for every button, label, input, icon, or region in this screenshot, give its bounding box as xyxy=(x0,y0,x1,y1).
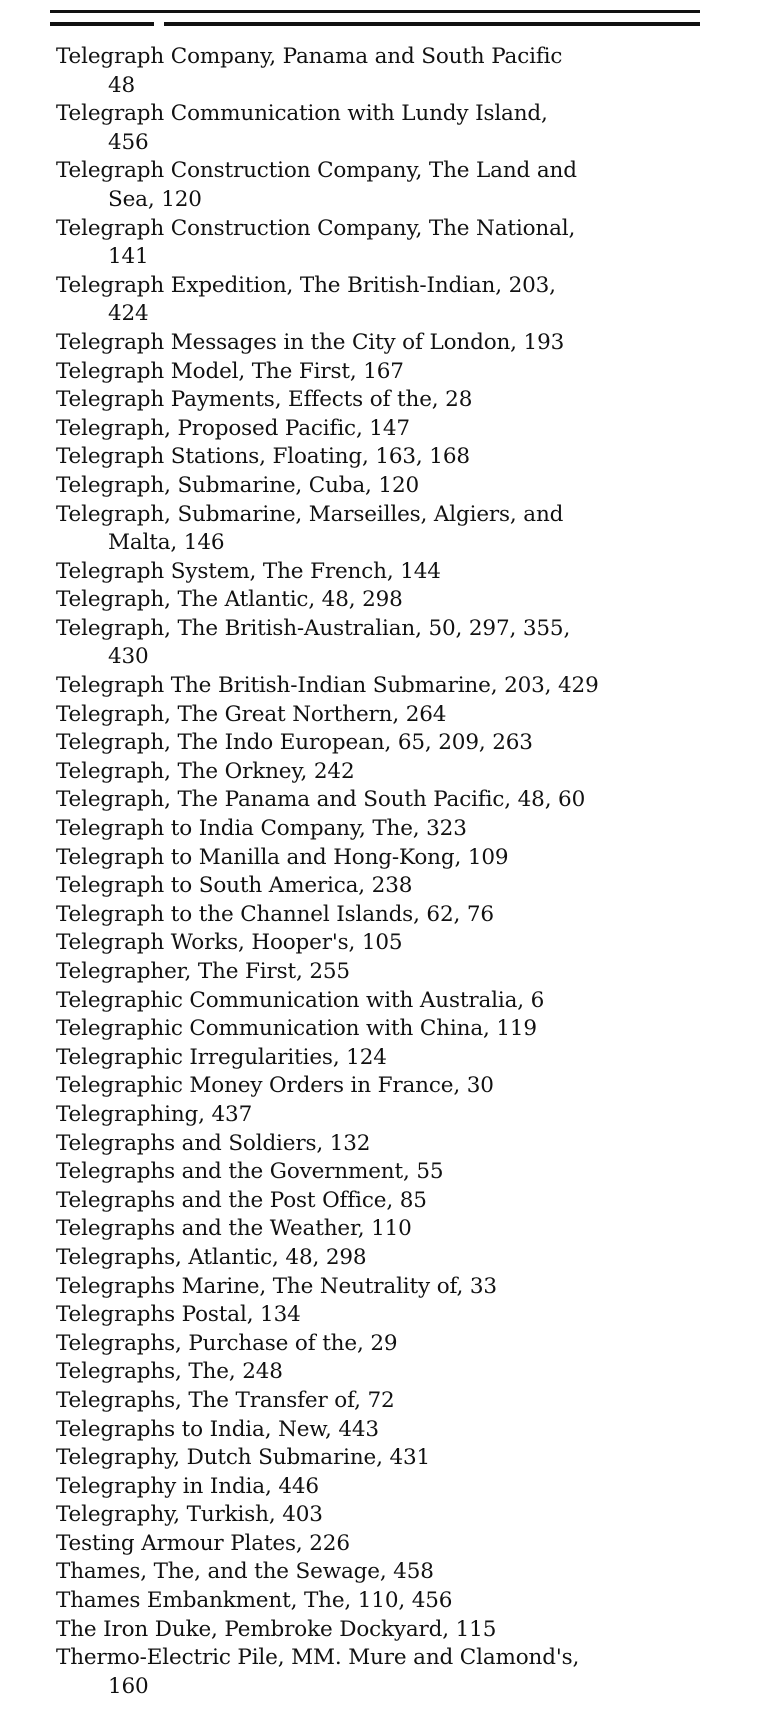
index-entry-text: Telegraph Model, The First, 167 xyxy=(56,358,404,384)
index-entry-text: Telegraph, The Indo European, 65, 209, 263 xyxy=(56,730,533,756)
index-entry-text: Telegraph to Manilla and Hong-Kong, 109 xyxy=(56,844,509,870)
index-entry xyxy=(56,1130,731,1159)
index-entry xyxy=(56,872,731,901)
index-entry xyxy=(56,358,731,387)
index-entry-text: Telegraphs and Soldiers, 132 xyxy=(56,1130,371,1156)
index-entry-text: Testing Armour Plates, 226 xyxy=(56,1530,350,1556)
index-entry-text: Telegraph, Submarine, Cuba, 120 xyxy=(56,472,420,498)
index-entry xyxy=(56,272,731,329)
index-entry-text: Telegraph Stations, Floating, 163, 168 xyxy=(56,444,470,470)
header-rule-left xyxy=(50,22,154,26)
index-entry xyxy=(56,1501,731,1530)
index-entry xyxy=(56,443,731,472)
index-entry-text: Telegraphic Communication with China, 119 xyxy=(56,1016,537,1042)
index-entry xyxy=(56,157,731,214)
index-entry-text: Telegraph Payments, Effects of the, 28 xyxy=(56,387,473,413)
index-entry-text: Telegraph The British-Indian Submarine, 203, 429 xyxy=(56,673,599,699)
index-entry xyxy=(56,615,731,672)
index-entry xyxy=(56,844,731,873)
index-entry xyxy=(56,1444,731,1473)
index-entry xyxy=(56,1530,731,1559)
index-entry-text: The Iron Duke, Pembroke Dockyard, 115 xyxy=(56,1616,497,1642)
index-entry-text: Telegraphs Marine, The Neutrality of, 33 xyxy=(56,1273,497,1299)
index-entry-text: Telegraphy, Turkish, 403 xyxy=(56,1502,323,1528)
index-entry xyxy=(56,758,731,787)
index-entry xyxy=(56,901,731,930)
index-entry-text: Telegraphs, Atlantic, 48, 298 xyxy=(56,1244,367,1270)
index-entry-text: Telegraphy, Dutch Submarine, 431 xyxy=(56,1445,431,1471)
index-entry-continuation: 160 xyxy=(108,1673,149,1699)
index-entry xyxy=(56,1015,731,1044)
index-entry-text: Thames, The, and the Sewage, 458 xyxy=(56,1559,434,1585)
index-entry-text: Telegraph Messages in the City of London, 193 xyxy=(56,329,565,355)
index-entry xyxy=(56,100,731,157)
index-entry-text: Telegraphs Postal, 134 xyxy=(56,1302,301,1328)
index-entry xyxy=(56,958,731,987)
index-entry-text: Telegraph, The Panama and South Pacific, 48, 60 xyxy=(56,787,586,813)
index-entry xyxy=(56,386,731,415)
index-entry-text: Telegrapher, The First, 255 xyxy=(56,959,350,984)
index-entry xyxy=(56,1387,731,1416)
index-entry xyxy=(56,1215,731,1244)
index-entry-text: Telegraph Company, Panama and South Pacific xyxy=(56,44,563,69)
index-entry xyxy=(56,786,731,815)
index-entry xyxy=(56,929,731,958)
index-entry-text: Telegraph, Submarine, Marseilles, Algiers, and xyxy=(56,501,564,527)
index-entry xyxy=(56,472,731,501)
index-entry-text: Telegraphs to India, New, 443 xyxy=(56,1416,379,1442)
index-entry xyxy=(56,415,731,444)
index-entry-continuation: 430 xyxy=(108,644,149,670)
index-entry-text: Telegraph Construction Company, The Land and xyxy=(56,158,577,184)
index-entry-text: Telegraphic Communication with Australia, 6 xyxy=(56,987,545,1013)
index-entry xyxy=(56,1301,731,1330)
index-entry-continuation: 424 xyxy=(108,301,149,327)
index-entry-continuation: 48 xyxy=(108,72,136,98)
index-entry xyxy=(56,672,731,701)
index-entry-list xyxy=(56,43,731,1701)
index-entry xyxy=(56,815,731,844)
index-entry-text: Telegraphic Money Orders in France, 30 xyxy=(56,1073,494,1099)
index-entry xyxy=(56,1187,731,1216)
index-entry xyxy=(56,215,731,272)
index-entry xyxy=(56,329,731,358)
index-entry xyxy=(56,1358,731,1387)
index-entry-text: Thermo-Electric Pile, MM. Mure and Clamond's, xyxy=(56,1645,580,1671)
index-entry-text: Telegraphs, Purchase of the, 29 xyxy=(56,1330,398,1356)
index-entry-text: Telegraphing, 437 xyxy=(56,1101,253,1127)
header-rule-right xyxy=(164,22,700,26)
index-entry-text: Telegraph to India Company, The, 323 xyxy=(56,816,467,842)
index-entry xyxy=(56,1558,731,1587)
index-entry-continuation: 141 xyxy=(108,244,149,270)
index-entry-text: Telegraphs, The, 248 xyxy=(56,1359,283,1385)
index-entry-text: Telegraph Works, Hooper's, 105 xyxy=(56,930,403,956)
index-entry-text: Telegraph, The Orkney, 242 xyxy=(56,758,355,784)
index-entry xyxy=(56,1644,731,1701)
index-entry xyxy=(56,1101,731,1130)
index-entry xyxy=(56,1072,731,1101)
index-entry-text: Telegraphs and the Government, 55 xyxy=(56,1159,444,1185)
index-entry xyxy=(56,1244,731,1273)
index-entry xyxy=(56,1044,731,1073)
index-entry xyxy=(56,1330,731,1359)
index-entry-text: Telegraph Communication with Lundy Island, xyxy=(56,101,548,127)
index-entry xyxy=(56,1273,731,1302)
index-entry-continuation: Sea, 120 xyxy=(108,186,202,212)
index-entry xyxy=(56,1616,731,1645)
index-entry xyxy=(56,701,731,730)
index-entry xyxy=(56,729,731,758)
index-entry xyxy=(56,1473,731,1502)
index-entry-text: Telegraphic Irregularities, 124 xyxy=(56,1044,387,1070)
index-entry-continuation: Malta, 146 xyxy=(108,530,225,556)
index-entry xyxy=(56,987,731,1016)
index-entry-text: Telegraph to South America, 238 xyxy=(56,873,413,899)
index-entry-text: Telegraphs, The Transfer of, 72 xyxy=(56,1387,395,1413)
index-entry xyxy=(56,586,731,615)
index-entry xyxy=(56,501,731,558)
index-entry xyxy=(56,43,731,100)
index-entry-text: Telegraph, The British-Australian, 50, 297, 355, xyxy=(56,615,571,641)
index-entry-text: Telegraph System, The French, 144 xyxy=(56,558,441,584)
index-entry xyxy=(56,1416,731,1445)
index-entry-text: Telegraphs and the Post Office, 85 xyxy=(56,1187,427,1213)
index-entry-text: Thames Embankment, The, 110, 456 xyxy=(56,1588,453,1614)
index-entry-text: Telegraph to the Channel Islands, 62, 76 xyxy=(56,901,494,927)
index-entry xyxy=(56,558,731,587)
index-entry-text: Telegraph, The Atlantic, 48, 298 xyxy=(56,587,403,613)
index-entry-text: Telegraphs and the Weather, 110 xyxy=(56,1216,412,1242)
index-entry-text: Telegraph Expedition, The British-Indian, 203, xyxy=(56,272,556,298)
header-rule-top xyxy=(50,10,700,13)
index-entry-text: Telegraph, Proposed Pacific, 147 xyxy=(56,415,410,441)
index-entry-text: Telegraphy in India, 446 xyxy=(56,1473,319,1499)
index-entry-text: Telegraph, The Great Northern, 264 xyxy=(56,701,447,727)
index-entry-text: Telegraph Construction Company, The National, xyxy=(56,215,576,241)
index-entry xyxy=(56,1587,731,1616)
index-entry xyxy=(56,1158,731,1187)
index-entry-continuation: 456 xyxy=(108,129,149,155)
